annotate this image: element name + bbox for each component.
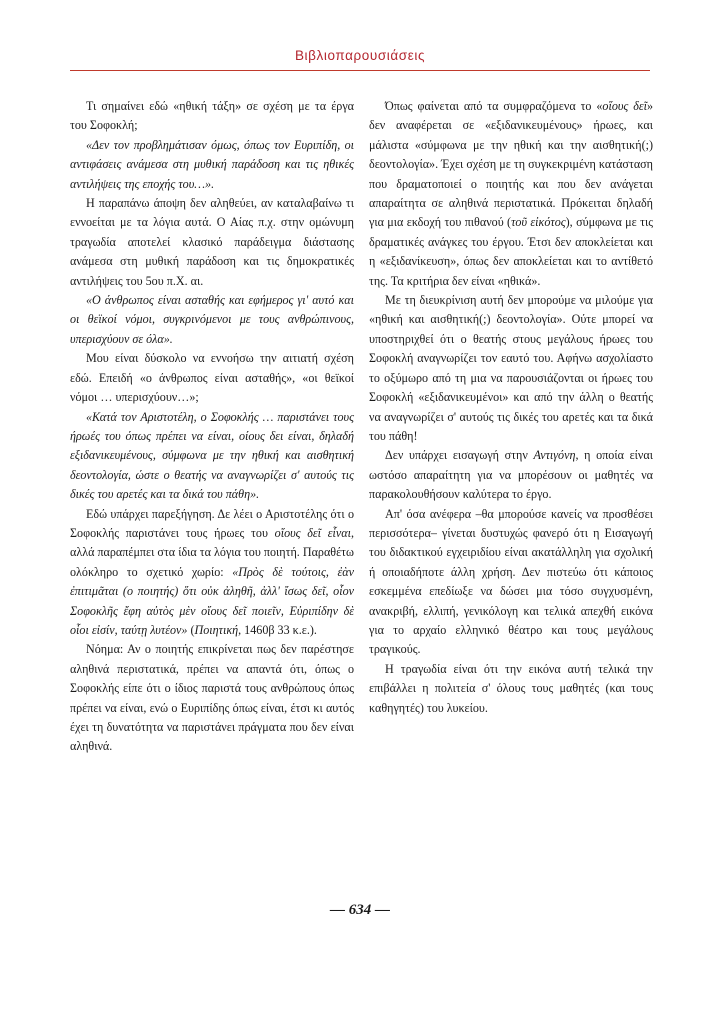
text-run: Όπως φαίνεται από τα συμφραζόμενα το «	[385, 99, 603, 113]
paragraph: Με τη διευκρίνιση αυτή δεν μπορούμε να μιλούμε για «ηθική και αισθητική(;) δεοντολογία». Ούτε μπορεί να υποστηριχθεί ότι ο θεατής στους μεγάλους ήρωες του Σοφοκλή αναγνωρίζει τον εαυτό του. Αφήνω ασχολίαστο το οξύμωρο από τη μια να παρουσιάζονται οι ήρωες του Σοφοκλή «εξιδανικευμένοι» και από την άλλη ο θεατής να αναγνωρίζει σ' αυτούς τις δικές του αρετές και τα δικά του πάθη!	[369, 293, 653, 443]
paragraph: Η τραγωδία είναι ότι την εικόνα αυτή τελικά την επιβάλλει η πολιτεία σ' όλους τους μαθητές (και τους καθηγητές) του λυκείου.	[369, 661, 653, 715]
paragraph: Τι σημαίνει εδώ «ηθική τάξη» σε σχέση με τα έργα του Σοφοκλή;	[70, 99, 354, 133]
paragraph: Μου είναι δύσκολο να εννοήσω την αιτιατή σχέση εδώ. Επειδή «ο άνθρωπος είναι ασταθής», «οι θεϊκοί νόμοι … υπερισχύουν…»;	[70, 351, 354, 405]
paragraph	[70, 505, 354, 641]
left-column	[70, 97, 354, 757]
text-run: ), σύμφωνα με τις δραματικές ανάγκες του έργου. Έτσι δεν αποκλείεται και η «εξιδανίκευση», όπως δεν αποκλείεται και το αντίθετό της. Τα κριτήρια δεν είναι «ηθικά».	[369, 215, 653, 288]
quote-paragraph: «Δεν τον προβλημάτισαν όμως, όπως τον Ευριπίδη, οι αντιφάσεις ανάμεσα στη μυθική παράδοση και τις ηθικές αντιλήψεις της εποχής του…».	[70, 137, 354, 191]
paragraph	[369, 97, 653, 291]
greek-quote: οἵους δεῖ	[602, 99, 647, 113]
text-run: Δεν υπάρχει εισαγωγή στην	[385, 448, 534, 463]
page-number: — 634 —	[330, 902, 390, 918]
paragraph: Νόημα: Αν ο ποιητής επικρίνεται πως δεν παρέστησε αληθινά περιστατικά, πρέπει να απαντά ότι, όπως ο Σοφοκλής είπε ότι ο ίδιος παριστά τους ανθρώπους όπως πρέπει να είναι, ενώ ο Ευριπίδης όπως είναι, έτσι κι αυτός έχει τη δυνατότητα να παριστάνει πράγματα που δεν είναι αληθινά.	[70, 642, 354, 754]
running-header: Βιβλιοπαρουσιάσεις	[294, 48, 426, 63]
text-run: (	[187, 622, 195, 637]
text-run: , η οποία είναι ωστόσο απαραίτητη για να μπορέσουν οι μαθητές να παρακολουθήσουν καλύτερα το έργο.	[369, 448, 653, 502]
quote-paragraph: «Κατά τον Αριστοτέλη, ο Σοφοκλής … παριστάνει τους ήρωές του όπως πρέπει να είναι, οίους δει είναι, δηλαδή εξιδανικευμένους, σύμφωνα με την ηθική και αισθητική δεοντολογία, ώστε ο θεατής να αναγνωρίζει σ' αυτούς τις δικές του αρετές και τα δικά του πάθη».	[70, 409, 354, 502]
paragraph: Η παραπάνω άποψη δεν αληθεύει, αν καταλαβαίνω τι εννοείται με τα λόγια αυτά. Ο Αίας π.χ. στην ομώνυμη τραγωδία αποτελεί κλασικό παράδειγμα διάστασης ανάμεσα στη μυθική παράδοση και τις δημοκρατικές αντιλήψεις του 5ου π.Χ. αι.	[70, 196, 354, 288]
paragraph	[369, 446, 653, 504]
text-run: » δεν αναφέρεται σε «εξιδανικευμένους» ήρωες, και μάλιστα «σύμφωνα με την ηθική και την αισθητική(;) δεοντολογία». Έχει σχέση με τη συγκεκριμένη κατάσταση που δραματοποιεί ο ποιητής και που δεν ανάγεται απαραίτητα σε αληθινά περιστατικά. Πρόκειται δηλαδή για μια εκδοχή του πιθανού (	[369, 99, 653, 230]
right-column	[369, 97, 653, 718]
greek-quote: οἵους δεῖ εἶναι	[274, 525, 351, 540]
quote-paragraph: «Ο άνθρωπος είναι ασταθής και εφήμερος γι' αυτό και οι θεϊκοί νόμοι, συγκρινόμενοι με τους ανθρώπινους, υπερισχύουν σε όλα».	[70, 293, 354, 346]
paragraph: Απ' όσα ανέφερα –θα μπορούσε κανείς να προσθέσει περισσότερα– γίνεται δυστυχώς φανερό ότι η Εισαγωγή του διδακτικού εγχειριδίου είναι ακατάλληλη για σχολική ή οποιαδήποτε άλλη χρήση. Δεν πιστεύω ότι κάποιος εσκεμμένα επεδίωξε να δώσει μια τόσο συγχυσμένη, ανακριβή, ελλιπή, γενικόλογη και τελικά απεχθή εικόνα για το αρχαίο ελληνικό θέατρο και τους μεγάλους τραγικούς.	[369, 506, 653, 657]
greek-quote: «Πρὸς δὲ τούτοις, ἐὰν ἐπιτιμᾶται (ο ποιητής) ὅτι οὐκ ἀληθῆ, ἀλλ' ἴσως δεῖ, οἷον Σοφοκλῆς ἔφη αὐτὸς μὲν οἵους δεῖ ποιεῖν, Εὐριπίδην δὲ οἷοι εἰσίν, ταύτῃ λυτέον»	[70, 564, 354, 637]
text-run: , 1460β 33 κ.ε.).	[238, 622, 317, 637]
greek-quote: τοῦ εἰκότος	[511, 215, 566, 230]
header-rule	[70, 70, 650, 71]
work-title: Αντιγόνη	[533, 448, 576, 463]
text-run: , αλλά παραπέμπει στα ίδια τα λόγια του ποιητή. Παραθέτω ολόκληρο το σχετικό χωρίο:	[70, 525, 354, 579]
text-run: Εδώ υπάρχει παρεξήγηση. Δε λέει ο Αριστοτέλης ότι ο Σοφοκλής παριστάνει τους ήρωες του	[70, 506, 354, 540]
work-title: Ποιητική	[194, 622, 239, 637]
